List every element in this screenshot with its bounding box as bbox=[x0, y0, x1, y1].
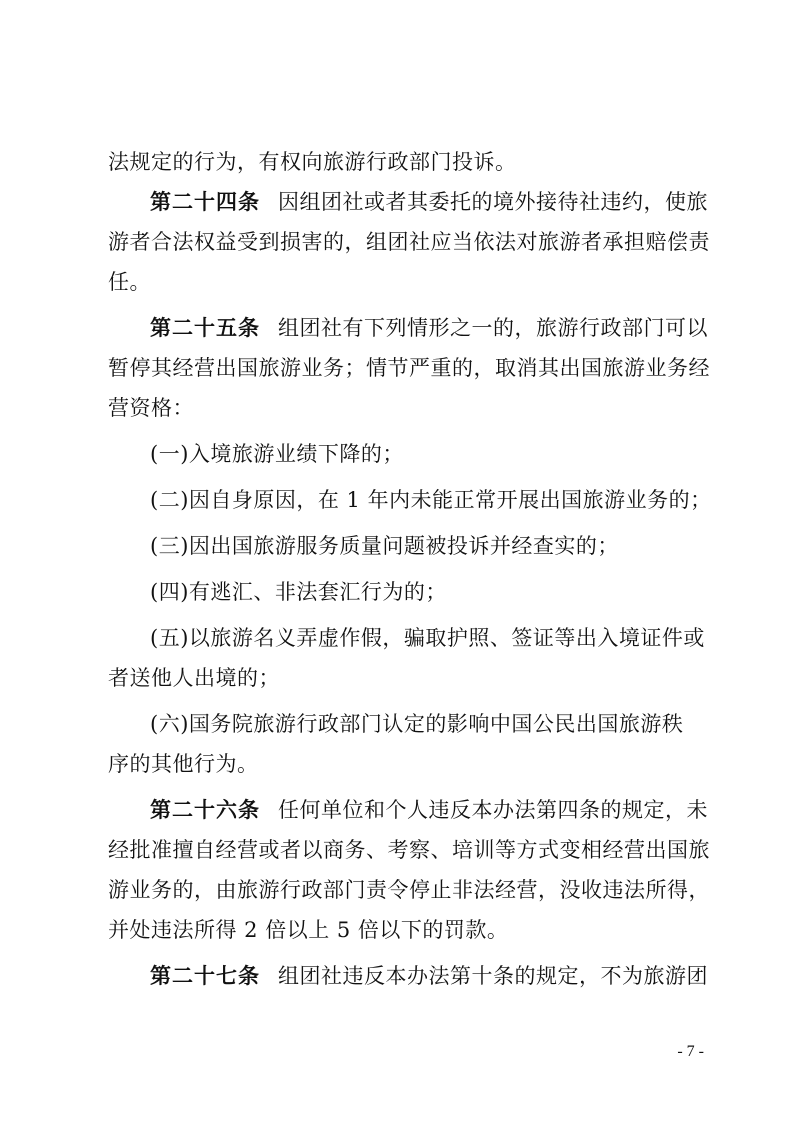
page-number: - 7 - bbox=[677, 1043, 704, 1060]
list-item: (四)有逃汇、非法套汇行为的； bbox=[150, 580, 447, 604]
article-text: 组团社违反本办法第十条的规定，不为旅游团 bbox=[278, 964, 708, 988]
paragraph-line: 经批准擅自经营或者以商务、考察、培训等方式变相经营出国旅 bbox=[108, 838, 710, 862]
article-text: 组团社有下列情形之一的，旅游行政部门可以 bbox=[278, 316, 708, 340]
list-item: (一)入境旅游业绩下降的； bbox=[150, 442, 404, 466]
article-heading: 第二十五条 bbox=[150, 316, 260, 340]
article-heading: 第二十七条 bbox=[150, 964, 260, 988]
paragraph-line: 暂停其经营出国旅游业务；情节严重的，取消其出国旅游业务经 bbox=[108, 356, 710, 380]
paragraph-line: 并处违法所得 2 倍以上 5 倍以下的罚款。 bbox=[108, 918, 509, 942]
article-26-line bbox=[108, 790, 708, 830]
article-27-line bbox=[108, 956, 708, 996]
article-text: 任何单位和个人违反本办法第四条的规定，未 bbox=[278, 798, 708, 822]
paragraph-line: 法规定的行为，有权向旅游行政部门投诉。 bbox=[108, 150, 517, 174]
paragraph-line: 游业务的，由旅游行政部门责令停止非法经营，没收违法所得， bbox=[108, 878, 710, 902]
article-25-line bbox=[108, 308, 708, 348]
list-item: (六)国务院旅游行政部门认定的影响中国公民出国旅游秩 bbox=[150, 712, 684, 736]
paragraph-line: 游者合法权益受到损害的，组团社应当依法对旅游者承担赔偿责 bbox=[108, 230, 710, 254]
paragraph-line: 任。 bbox=[108, 270, 151, 294]
list-item: (五)以旅游名义弄虚作假，骗取护照、签证等出入境证件或 bbox=[150, 626, 705, 650]
list-item-continuation: 者送他人出境的； bbox=[108, 666, 280, 690]
article-text: 因组团社或者其委托的境外接待社违约，使旅 bbox=[278, 190, 708, 214]
paragraph-line: 营资格： bbox=[108, 396, 194, 420]
list-item-continuation: 序的其他行为。 bbox=[108, 752, 259, 776]
article-24-line bbox=[108, 182, 708, 222]
article-heading: 第二十六条 bbox=[150, 798, 260, 822]
document-body bbox=[108, 142, 712, 996]
list-item: (二)因自身原因，在 1 年内未能正常开展出国旅游业务的； bbox=[150, 488, 712, 512]
article-heading: 第二十四条 bbox=[150, 190, 260, 214]
list-item: (三)因出国旅游服务质量问题被投诉并经查实的； bbox=[150, 534, 619, 558]
